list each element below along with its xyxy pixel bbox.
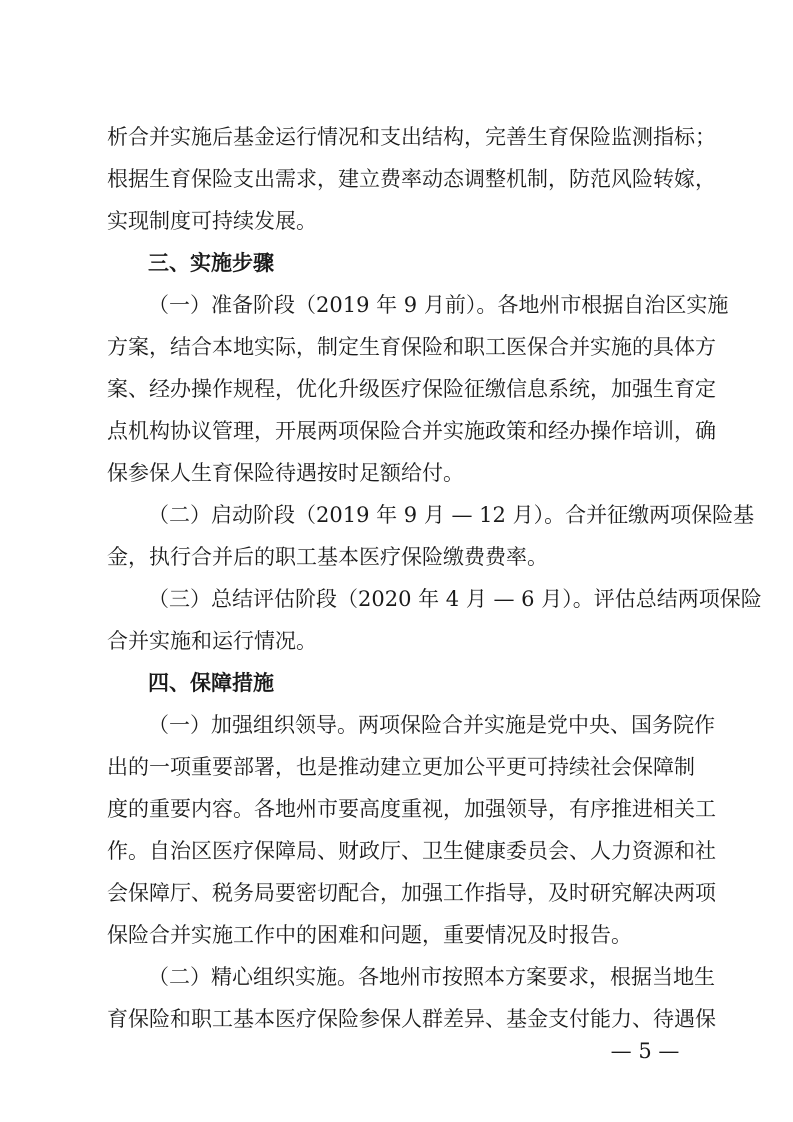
body-text-line: 合并实施和运行情况。 (107, 629, 317, 653)
body-text-line: （三）总结评估阶段（2020 年 4 月 — 6 月）。评估总结两项保险 (148, 587, 762, 611)
body-text-line: （一）准备阶段（2019 年 9 月前）。各地州市根据自治区实施 (148, 293, 729, 317)
body-text-line: 会保障厅、税务局要密切配合，加强工作指导，及时研究解决两项 (107, 881, 716, 905)
body-text-line: 根据生育保险支出需求，建立费率动态调整机制，防范风险转嫁， (107, 167, 716, 191)
body-text-line: 育保险和职工基本医疗保险参保人群差异、基金支付能力、待遇保 (107, 1007, 716, 1031)
body-text-line: 析合并实施后基金运行情况和支出结构，完善生育保险监测指标； (107, 125, 716, 149)
body-text-line: 案、经办操作规程，优化升级医疗保险征缴信息系统，加强生育定 (107, 377, 716, 401)
body-text-line: （二）精心组织实施。各地州市按照本方案要求，根据当地生 (148, 965, 715, 989)
body-text-line: 作。自治区医疗保障局、财政厅、卫生健康委员会、人力资源和社 (107, 839, 716, 863)
body-text-line: 保险合并实施工作中的困难和问题，重要情况及时报告。 (107, 923, 632, 947)
section-heading: 四、保障措施 (148, 671, 274, 695)
body-text-line: 实现制度可持续发展。 (107, 209, 317, 233)
body-text-line: 出的一项重要部署，也是推动建立更加公平更可持续社会保障制 (107, 755, 695, 779)
body-text-line: （一）加强组织领导。两项保险合并实施是党中央、国务院作 (148, 713, 715, 737)
body-text-line: 度的重要内容。各地州市要高度重视，加强领导，有序推进相关工 (107, 797, 716, 821)
body-text-line: 保参保人生育保险待遇按时足额给付。 (107, 461, 464, 485)
body-text-line: 方案，结合本地实际，制定生育保险和职工医保合并实施的具体方 (107, 335, 716, 359)
body-text-line: 金，执行合并后的职工基本医疗保险缴费费率。 (107, 545, 548, 569)
body-text-line: 点机构协议管理，开展两项保险合并实施政策和经办操作培训，确 (107, 419, 716, 443)
body-text-line: （二）启动阶段（2019 年 9 月 — 12 月）。合并征缴两项保险基 (148, 503, 755, 527)
page-number: — 5 — (610, 1039, 680, 1063)
section-heading: 三、实施步骤 (148, 251, 274, 275)
